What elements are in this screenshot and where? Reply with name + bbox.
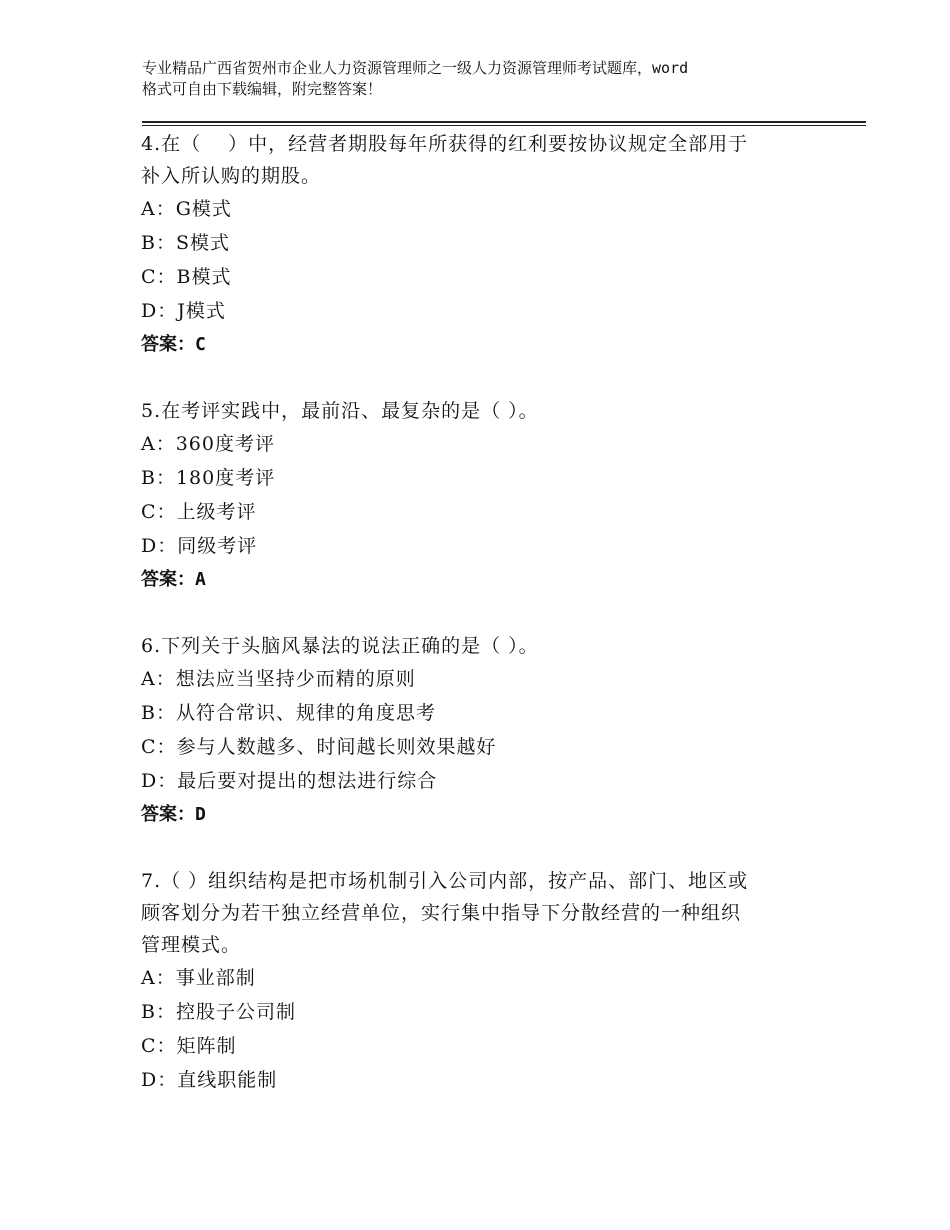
answer: 答案：C bbox=[141, 334, 206, 355]
option-b: B：从符合常识、规律的角度思考 bbox=[141, 702, 436, 724]
question-stem-line: 补入所认购的期股。 bbox=[141, 165, 322, 187]
question-stem-line: 4.在（ ）中，经营者期股每年所获得的红利要按协议规定全部用于 bbox=[141, 133, 749, 155]
question-4 bbox=[141, 128, 821, 362]
header-line-2: 格式可自由下载编辑，附完整答案！ bbox=[142, 80, 383, 98]
option-a: A：想法应当坚持少而精的原则 bbox=[141, 668, 416, 690]
option-a: A：事业部制 bbox=[141, 967, 256, 989]
question-5 bbox=[141, 395, 821, 597]
question-stem-line: 管理模式。 bbox=[141, 934, 242, 956]
option-d: D：直线职能制 bbox=[141, 1069, 278, 1091]
option-d: D：同级考评 bbox=[141, 535, 258, 557]
question-stem-line: 6.下列关于头脑风暴法的说法正确的是（ ）。 bbox=[141, 635, 539, 657]
header-divider-thin bbox=[142, 125, 866, 126]
answer: 答案：D bbox=[141, 804, 206, 825]
option-a: A：360度考评 bbox=[141, 433, 275, 455]
header-divider-thick bbox=[142, 121, 866, 123]
option-b: B：S模式 bbox=[141, 232, 230, 254]
header-line-1: 专业精品广西省贺州市企业人力资源管理师之一级人力资源管理师考试题库，word bbox=[142, 59, 689, 77]
question-stem-line: 5.在考评实践中，最前沿、最复杂的是（ ）。 bbox=[141, 400, 539, 422]
option-d: D：最后要对提出的想法进行综合 bbox=[141, 770, 438, 792]
question-stem-line: 顾客划分为若干独立经营单位，实行集中指导下分散经营的一种组织 bbox=[141, 902, 742, 924]
option-c: C：参与人数越多、时间越长则效果越好 bbox=[141, 736, 497, 758]
option-b: B：180度考评 bbox=[141, 467, 276, 489]
option-d: D：J模式 bbox=[141, 300, 226, 322]
document-header bbox=[142, 58, 822, 100]
option-c: C：B模式 bbox=[141, 266, 232, 288]
option-a: A：G模式 bbox=[141, 198, 232, 220]
option-b: B：控股子公司制 bbox=[141, 1001, 296, 1023]
question-stem-line: 7.（ ）组织结构是把市场机制引入公司内部，按产品、部门、地区或 bbox=[141, 870, 749, 892]
option-c: C：上级考评 bbox=[141, 501, 257, 523]
question-list bbox=[141, 128, 821, 1097]
question-6 bbox=[141, 630, 821, 832]
question-7 bbox=[141, 865, 821, 1097]
option-c: C：矩阵制 bbox=[141, 1035, 237, 1057]
answer: 答案：A bbox=[141, 569, 206, 590]
